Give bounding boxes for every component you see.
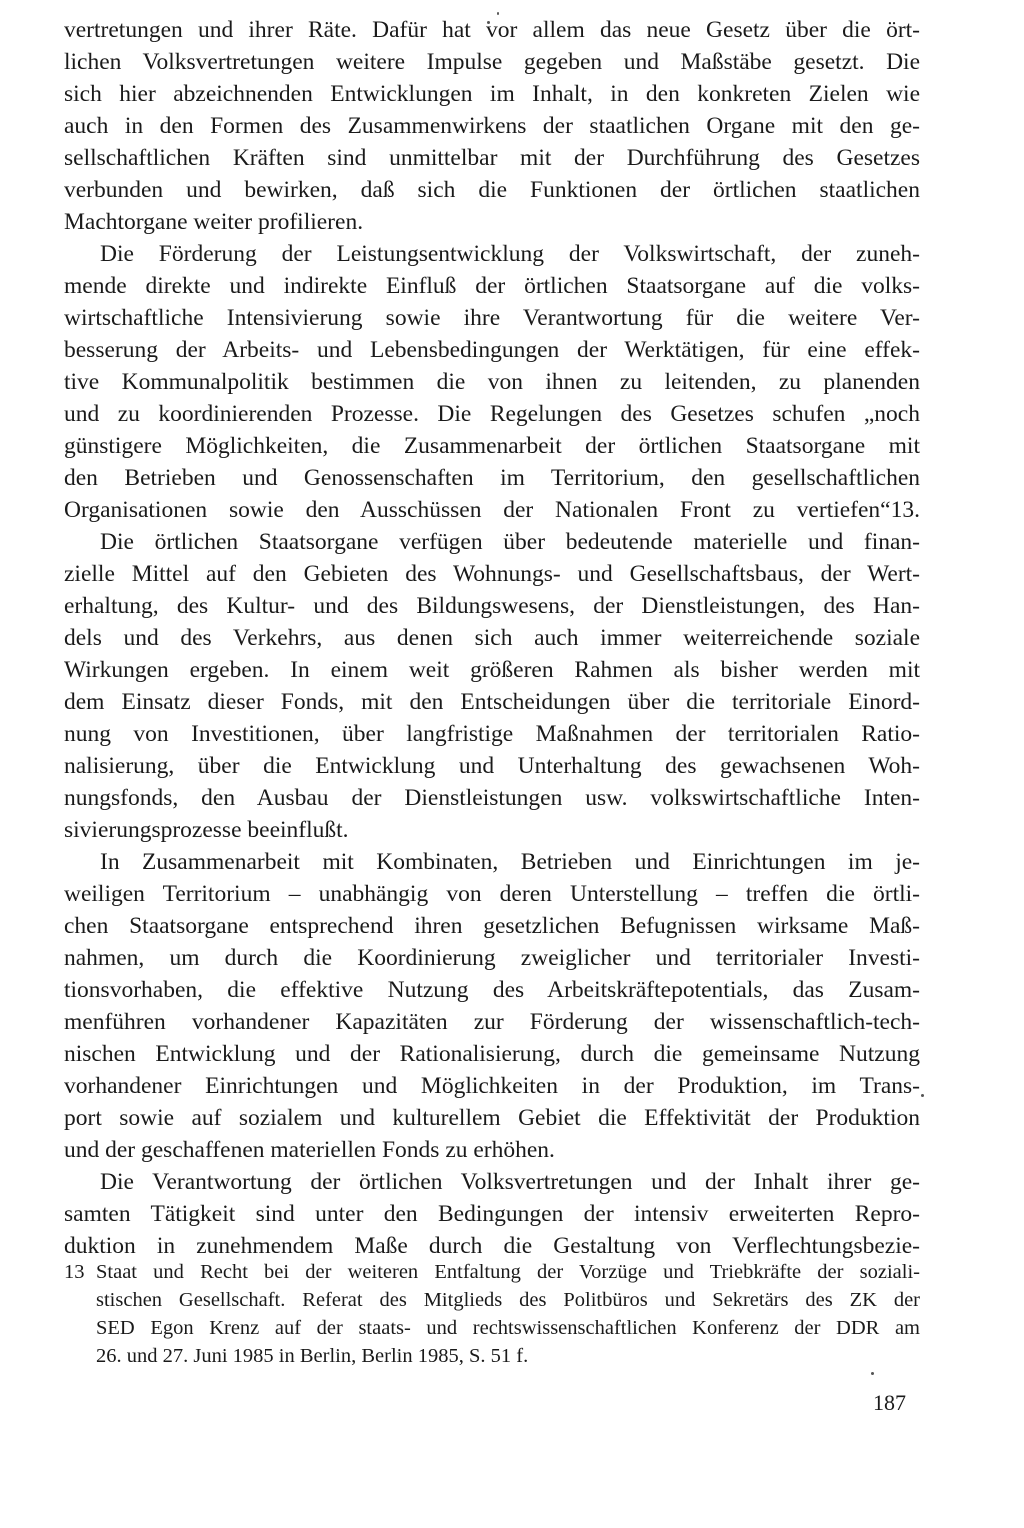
text-line: und zu koordinierenden Prozesse. Die Regelungen des Gesetzes schufen „noch xyxy=(64,401,920,427)
text-line: Die Förderung der Leistungsentwicklung der Volkswirtschaft, der zuneh- xyxy=(100,241,920,267)
page-number: 187 xyxy=(873,1390,906,1415)
text-line: port sowie auf sozialem und kulturellem Gebiet die Effektivität der Produktion xyxy=(64,1105,920,1131)
text-line: nungsfonds, den Ausbau der Dienstleistungen usw. volkswirtschaftliche Inten- xyxy=(64,785,920,811)
text-line: nalisierung, über die Entwicklung und Unterhaltung des gewachsenen Woh- xyxy=(64,753,920,779)
scan-speck xyxy=(871,1372,874,1375)
text-line: sellschaftlichen Kräften sind unmittelbar mit der Durchführung des Gesetzes xyxy=(64,145,920,171)
text-line: samten Tätigkeit sind unter den Bedingungen der intensiv erweiterten Repro- xyxy=(64,1201,920,1227)
text-line: sivierungsprozesse beeinflußt. xyxy=(64,817,349,843)
text-line: auch in den Formen des Zusammenwirkens der staatlichen Organe mit den ge- xyxy=(64,113,920,139)
footnote-text: Staat und Recht bei der weiteren Entfaltung der Vorzüge und Triebkräfte der soziali- xyxy=(96,1261,920,1283)
text-line: günstigere Möglichkeiten, die Zusammenarbeit der örtlichen Staatsorgane mit xyxy=(64,433,920,459)
footnote-number: 13 xyxy=(64,1261,85,1283)
text-line: tionsvorhaben, die effektive Nutzung des Arbeitskräftepotentials, das Zusam- xyxy=(64,977,920,1003)
text-line: duktion in zunehmendem Maße durch die Gestaltung von Verflechtungsbezie- xyxy=(64,1233,920,1259)
text-line: Die Verantwortung der örtlichen Volksvertretungen und der Inhalt ihrer ge- xyxy=(100,1169,920,1195)
text-line: verbunden und bewirken, daß sich die Funktionen der örtlichen staatlichen xyxy=(64,177,920,203)
text-line: weiligen Territorium – unabhängig von deren Unterstellung – treffen die örtli- xyxy=(64,881,920,907)
text-line: zielle Mittel auf den Gebieten des Wohnungs- und Gesellschaftsbaus, der Wert- xyxy=(64,561,920,587)
text-line: nung von Investitionen, über langfristige Maßnahmen der territorialen Ratio- xyxy=(64,721,920,747)
text-line: Die örtlichen Staatsorgane verfügen über bedeutende materielle und finan- xyxy=(100,529,920,555)
text-line: Machtorgane weiter profilieren. xyxy=(64,209,364,235)
text-line: nischen Entwicklung und der Rationalisierung, durch die gemeinsame Nutzung xyxy=(64,1041,920,1067)
text-line: dels und des Verkehrs, aus denen sich auch immer weiterreichende soziale xyxy=(64,625,920,651)
text-line: vorhandener Einrichtungen und Möglichkeiten in der Produktion, im Trans- xyxy=(64,1073,920,1099)
footnote-line: stischen Gesellschaft. Referat des Mitglieds des Politbüros und Sekretärs des ZK der xyxy=(96,1289,920,1311)
text-line: dem Einsatz dieser Fonds, mit den Entscheidungen über die territoriale Einord- xyxy=(64,689,920,715)
text-line: mende direkte und indirekte Einfluß der örtlichen Staatsorgane auf die volks- xyxy=(64,273,920,299)
footnote xyxy=(64,1258,920,1370)
scan-speck xyxy=(921,1094,924,1097)
text-line: den Betrieben und Genossenschaften im Territorium, den gesellschaftlichen xyxy=(64,465,920,491)
footnote-line: 26. und 27. Juni 1985 in Berlin, Berlin 1985, S. 51 f. xyxy=(96,1345,529,1367)
text-line: chen Staatsorgane entsprechend ihren gesetzlichen Befugnissen wirksame Maß- xyxy=(64,913,920,939)
text-line: und der geschaffenen materiellen Fonds zu erhöhen. xyxy=(64,1137,555,1163)
text-line: nahmen, um durch die Koordinierung zweiglicher und territorialer Investi- xyxy=(64,945,920,971)
text-line: Organisationen sowie den Ausschüssen der Nationalen Front zu vertiefen“13. xyxy=(64,497,920,523)
footnote-line xyxy=(64,1258,920,1286)
text-line: lichen Volksvertretungen weitere Impulse gegeben und Maßstäbe gesetzt. Die xyxy=(64,49,920,75)
body-text xyxy=(64,14,920,1262)
text-line: vertretungen und ihrer Räte. Dafür hat vor allem das neue Gesetz über die ört- xyxy=(64,17,920,43)
text-line: wirtschaftliche Intensivierung sowie ihre Verantwortung für die weitere Ver- xyxy=(64,305,920,331)
text-line: besserung der Arbeits- und Lebensbedingungen der Werktätigen, für eine effek- xyxy=(64,337,920,363)
footnote-line: SED Egon Krenz auf der staats- und rechtswissenschaftlichen Konferenz der DDR am xyxy=(96,1317,920,1339)
text-line: In Zusammenarbeit mit Kombinaten, Betrieben und Einrichtungen im je- xyxy=(100,849,920,875)
text-line: sich hier abzeichnenden Entwicklungen im Inhalt, in den konkreten Zielen wie xyxy=(64,81,920,107)
text-line: Wirkungen ergeben. In einem weit größeren Rahmen als bisher werden mit xyxy=(64,657,920,683)
text-line: tive Kommunalpolitik bestimmen die von ihnen zu leitenden, zu planenden xyxy=(64,369,920,395)
text-line: erhaltung, des Kultur- und des Bildungswesens, der Dienstleistungen, des Han- xyxy=(64,593,920,619)
text-line: menführen vorhandener Kapazitäten zur Förderung der wissenschaftlich-tech- xyxy=(64,1009,920,1035)
